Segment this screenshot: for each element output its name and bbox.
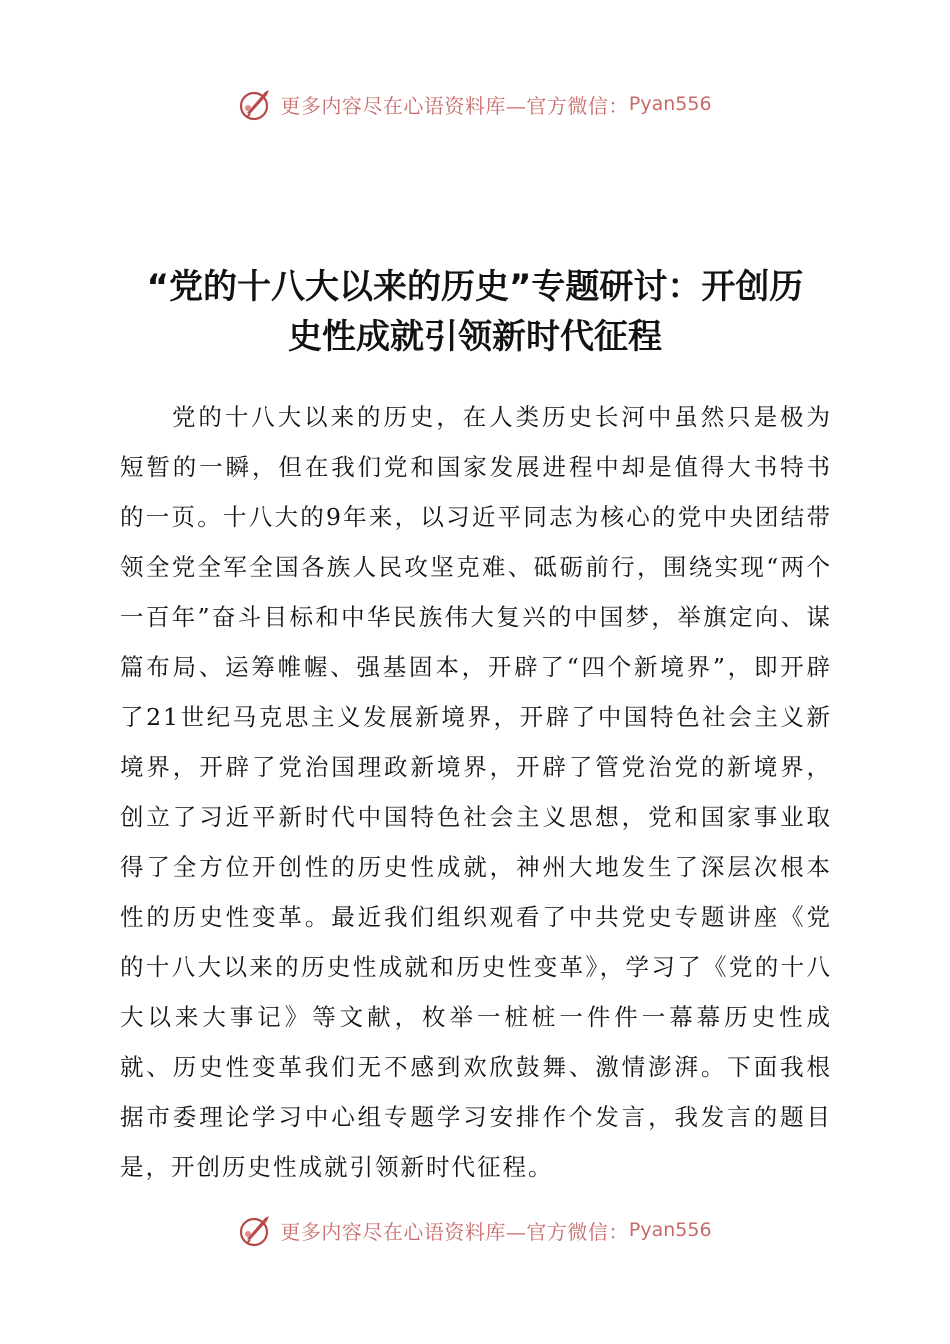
watermark-text: 更多内容尽在心语资料库—官方微信： xyxy=(280,93,629,118)
title-line-1: “党的十八大以来的历史”专题研讨：开创历 xyxy=(146,267,804,307)
quill-pen-logo-icon xyxy=(238,86,276,122)
watermark-wechat-id: Pyan556 xyxy=(628,93,712,115)
watermark-wechat-id: Pyan556 xyxy=(628,1219,712,1241)
body-paragraph: 党的十八大以来的历史，在人类历史长河中虽然只是极为短暂的一瞬，但在我们党和国家发展进程中却是值得大书特书的一页。十八大的9年来，以习近平同志为核心的党中央团结带领全党全军全国各族人民攻坚克难、砥砺前行，围绕实现“两个一百年”奋斗目标和中华民族伟大复兴的中国梦，举旗定向、谋篇布局、运筹帷幄、强基固本，开辟了“四个新境界”，即开辟了21世纪马克思主义发展新境界，开辟了中国特色社会主义新境界，开辟了党治国理政新境界，开辟了管党治党的新境界，创立了习近平新时代中国特色社会主义思想，党和国家事业取得了全方位开创性的历史性成就，神州大地发生了深层次根本性的历史性变革。最近我们组织观看了中共党史专题讲座《党的十八大以来的历史性成就和历史性变革》，学习了《党的十八大以来大事记》等文献，枚举一桩桩一件件一幕幕历史性成就、历史性变革我们无不感到欢欣鼓舞、激情澎湃。下面我根据市委理论学习中心组专题学习安排作个发言，我发言的题目是，开创历史性成就引领新时代征程。 xyxy=(120,403,832,1181)
watermark-text: 更多内容尽在心语资料库—官方微信： xyxy=(280,1219,629,1244)
header-watermark xyxy=(0,84,950,124)
document-title xyxy=(100,262,850,362)
quill-pen-logo-icon xyxy=(238,1212,276,1248)
footer-watermark xyxy=(0,1210,950,1250)
title-line-2: 史性成就引领新时代征程 xyxy=(288,317,662,357)
